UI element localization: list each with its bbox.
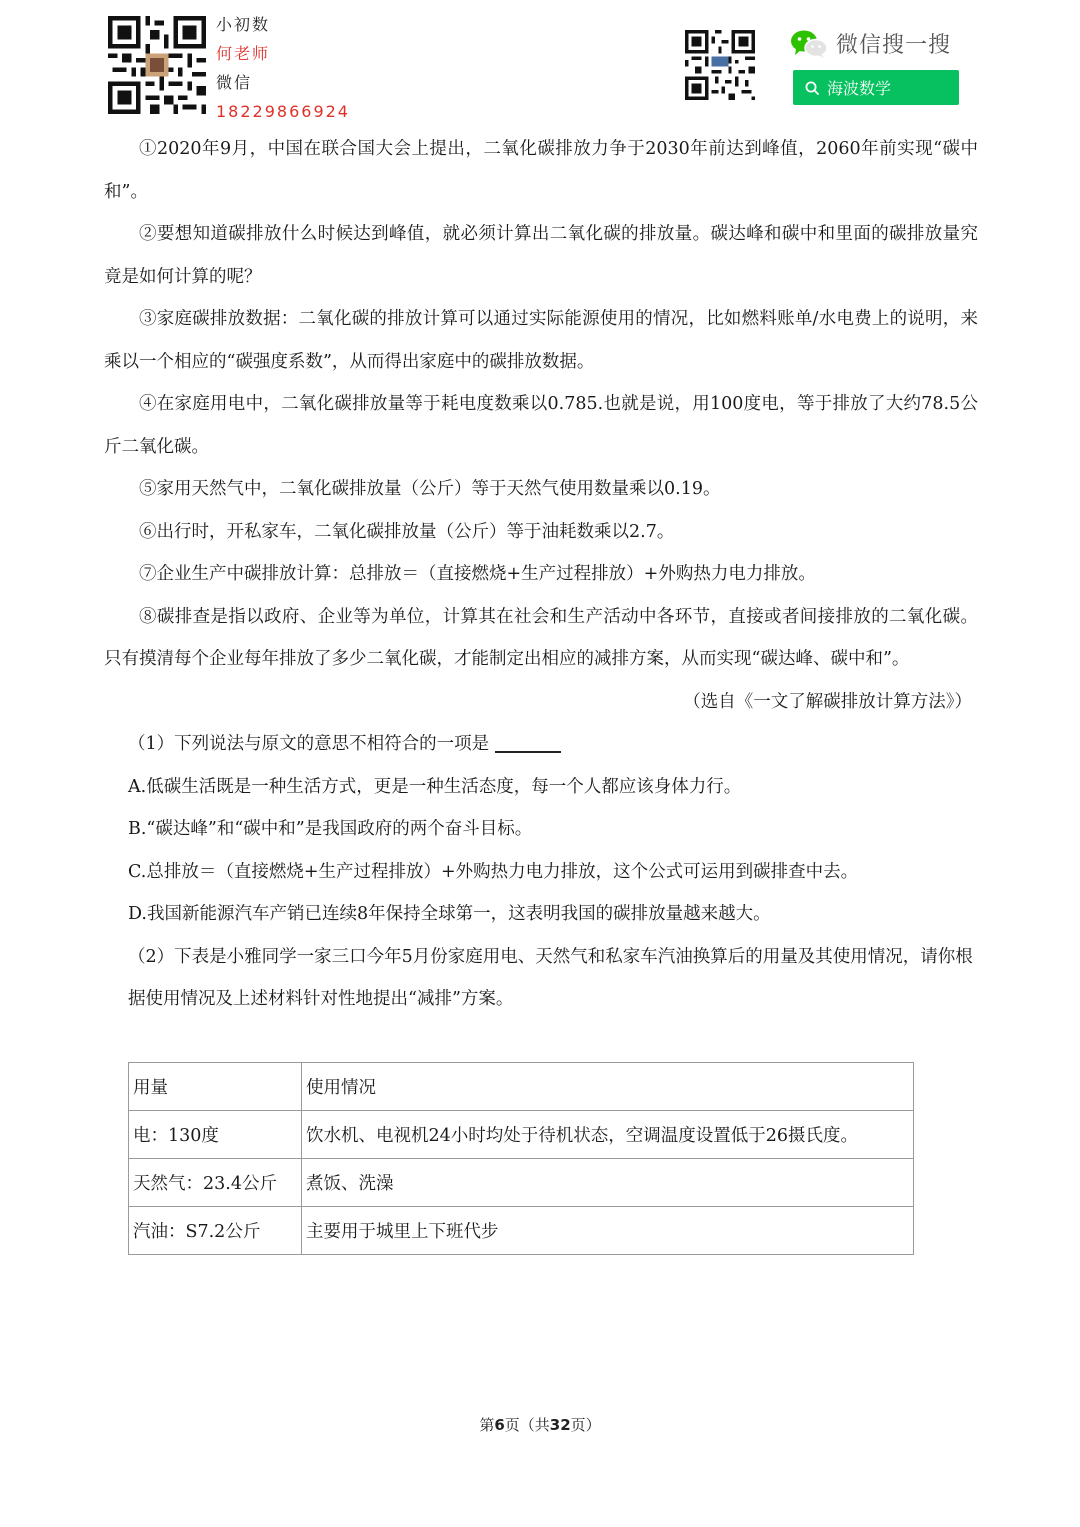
answer-blank[interactable]: [495, 725, 561, 753]
paragraph: ⑥出行时，开私家车，二氧化碳排放量（公斤）等于油耗数乘以2.7。: [139, 521, 675, 542]
paragraph: ②要想知道碳排放什么时候达到峰值，就必须计算出二氧化碳的排放量。碳达峰和碳中和里面的碳排放量究竟是如何计算的呢？: [104, 224, 978, 287]
paragraph: ⑤家用天然气中，二氧化碳排放量（公斤）等于天然气使用数量乘以0.19。: [139, 479, 721, 499]
option-d: D.我国新能源汽车产销已连续8年保持全球第一，这表明我国的碳排放量越来越大。: [128, 904, 771, 924]
footer-page-number: 6: [494, 1416, 505, 1434]
wechat-search-title: 微信搜一搜: [836, 33, 952, 58]
source-citation: （选自《一文了解碳排放计算方法》）: [683, 691, 972, 712]
question-1-text: （1）下列说法与原文的意思不相符合的一项是: [128, 734, 490, 754]
footer-prefix: 第: [479, 1416, 495, 1434]
promo-phone: 18229866924: [216, 102, 350, 121]
paragraph: ④在家庭用电中，二氧化碳排放量等于耗电度数乘以0.785.也就是说，用100度电，等于排放了大约78.5公斤二氧化碳。: [104, 394, 978, 457]
paragraph: ③家庭碳排放数据：二氧化碳的排放计算可以通过实际能源使用的情况，比如燃料账单/水电费上的说明，来乘以一个相应的“碳强度系数”，从而得出家庭中的碳排放数据。: [104, 309, 978, 372]
table-cell: 天然气：23.4公斤: [129, 1159, 302, 1207]
promo-line: 小初数: [216, 15, 271, 34]
search-icon: [805, 81, 819, 95]
table-row: [129, 1159, 914, 1207]
question-1-stem: [104, 723, 978, 766]
table-header-cell: 用量: [129, 1063, 302, 1111]
wechat-search-brand: [790, 28, 951, 59]
footer-page-total: 32: [549, 1416, 571, 1434]
table-cell: 主要用于城里上下班代步: [302, 1207, 914, 1255]
question-2-stem: （2）下表是小雅同学一家三口今年5月份家庭用电、天然气和私家车汽油换算后的用量及其使用情况，请你根据使用情况及上述材料针对性地提出“减排”方案。: [128, 946, 973, 1009]
footer-middle: 页（共: [504, 1416, 550, 1434]
paragraph: ①2020年9月，中国在联合国大会上提出，二氧化碳排放力争于2030年前达到峰值，2060年前实现“碳中和”。: [104, 139, 978, 202]
page-footer: [0, 1414, 1080, 1435]
option-a: A.低碳生活既是一种生活方式，更是一种生活态度，每一个人都应该身体力行。: [128, 776, 742, 797]
table-header-row: [129, 1063, 914, 1111]
promo-line: 何老师: [216, 44, 271, 63]
table-cell: 电：130度: [129, 1111, 302, 1159]
promo-contact: [216, 10, 350, 126]
reading-passage: [104, 128, 978, 1021]
paragraph: ⑦企业生产中碳排放计算：总排放＝（直接燃烧+生产过程排放）+外购热力电力排放。: [139, 564, 816, 584]
table-row: [129, 1111, 914, 1159]
wechat-search-query: 海波数学: [827, 79, 892, 98]
table-cell: 煮饭、洗澡: [302, 1159, 914, 1207]
footer-suffix: 页）: [570, 1416, 601, 1434]
table-header-cell: 使用情况: [302, 1063, 914, 1111]
table-cell: 汽油：S7.2公斤: [129, 1207, 302, 1255]
qr-code-icon[interactable]: [685, 30, 755, 100]
usage-table: [128, 1062, 914, 1255]
table-cell: 饮水机、电视机24小时均处于待机状态，空调温度设置低于26摄氏度。: [302, 1111, 914, 1159]
qr-code-icon[interactable]: [108, 16, 206, 114]
option-b: B.“碳达峰”和“碳中和”是我国政府的两个奋斗目标。: [128, 819, 533, 839]
table-row: [129, 1207, 914, 1255]
wechat-logo-icon: [790, 29, 828, 59]
option-c: C.总排放＝（直接燃烧+生产过程排放）+外购热力电力排放，这个公式可运用到碳排查中去。: [128, 861, 859, 882]
promo-line: 微信: [216, 73, 253, 92]
page-header: [0, 0, 1080, 125]
wechat-search-button[interactable]: [793, 70, 959, 105]
paragraph: ⑧碳排查是指以政府、企业等为单位，计算其在社会和生产活动中各环节，直接或者间接排放的二氧化碳。只有摸清每个企业每年排放了多少二氧化碳，才能制定出相应的减排方案，从而实现“碳达峰、碳中和”。: [104, 606, 978, 669]
